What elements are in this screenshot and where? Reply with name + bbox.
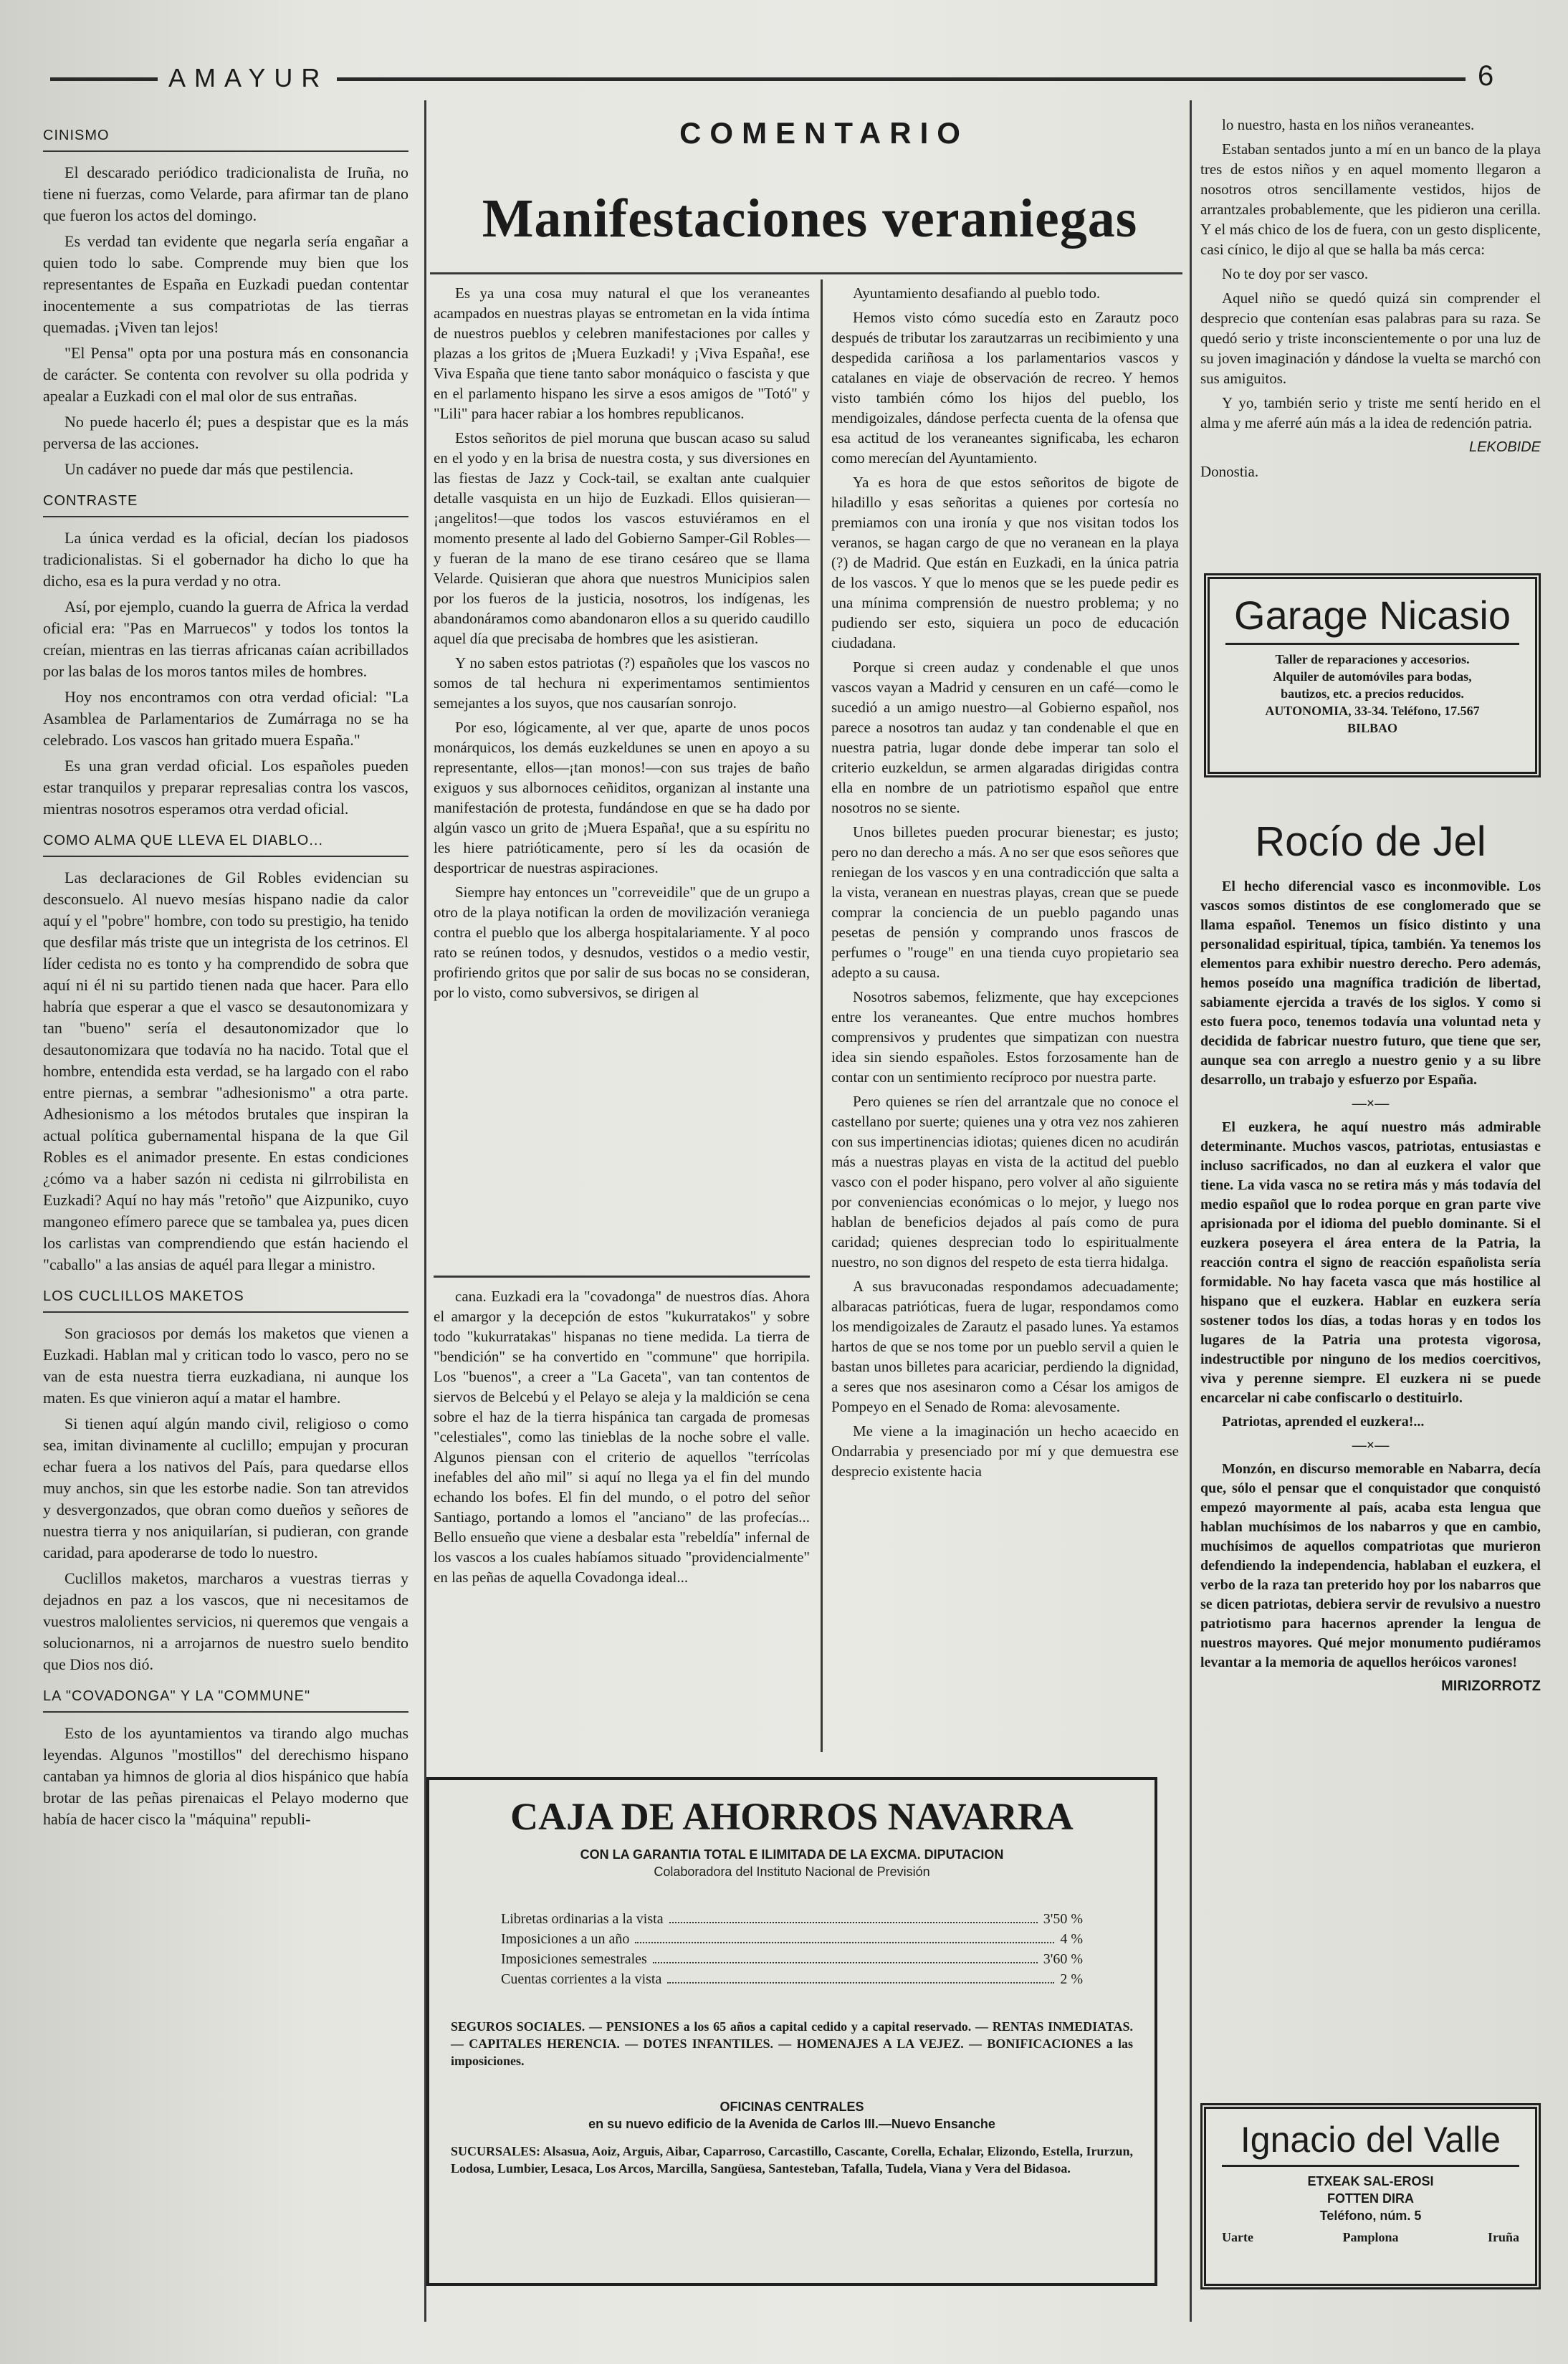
rate-value: 2 % [1060, 1971, 1083, 1987]
bank-advertisement [426, 1777, 1157, 2286]
rate-row [501, 1969, 1083, 1989]
paragraph: Y no saben estos patriotas (?) españoles que los vascos no somos de tal hechura ni experimentamos sentimientos semejantes a los suyos, que nos causarían sonrojo. [434, 654, 810, 712]
rate-label: Imposiciones semestrales [501, 1951, 647, 1967]
center-column-a-continued [434, 1286, 810, 1592]
rate-label: Libretas ordinarias a la vista [501, 1911, 664, 1927]
page-number: 6 [1478, 60, 1494, 92]
section-title: COMO ALMA QUE LLEVA EL DIABLO... [43, 830, 408, 857]
garage-line-2: Alquiler de automóviles para bodas, [1273, 669, 1472, 684]
valle-location-left: Uarte [1222, 2230, 1253, 2244]
dateline: Donostia. [1200, 463, 1259, 480]
garage-name: Garage Nicasio [1225, 592, 1519, 645]
paragraph: lo nuestro, hasta en los niños veraneantes. [1222, 116, 1475, 133]
headline-rule [430, 272, 1182, 274]
section-title: CINISMO [43, 125, 408, 152]
valle-advertisement [1200, 2103, 1541, 2289]
paragraph: Si tienen aquí algún mando civil, religioso o como sea, imitan divinamente al cuclillo; empujan y procuran echar fuera a los nativos del País, para quedarse ellos muy anchos, sin que les estorbe nadie. Son tan atrevidos y desvergonzados, que obran como dueños y señores de nuestra tierra y nos aniquilarían, si pudieran, con grande caridad, para apoderarse de todo lo nuestro. [43, 1415, 408, 1561]
rate-label: Imposiciones a un año [501, 1931, 630, 1947]
section-title: CONTRASTE [43, 490, 408, 517]
paragraph: Esto de los ayuntamientos va tirando algo muchas leyendas. Algunos "mostillos" del derechismo hispano cantaban ya himnos de gloria al dios hispánico que había brotar de las peñas pirenaicas el Pelayo moderno que había de hacer cisco la "máquina" republi- [43, 1724, 408, 1828]
paragraph: Monzón, en discurso memorable en Nabarra, decía que, sólo el pensar que el conquistador que conquistó empezó mayormente al país, acaba esta lengua que hablan muchísimos de los nabarros y que en cambio, muchísimos de aquellos compatriotas que murieron defendiendo la independencia, hablaban el euzkera, el verbo de la raza tan preterido hoy por los nabarros que se dicen patriotas, debiera servir de revulsivo a nuestro patriotismo para hacernos aprender la lengua de nuestros mayores. Qué mejor monumento pudiéramos levantar a la memoria de aquellos heróicos varones! [1200, 1461, 1541, 1670]
center-column-a [434, 283, 810, 1007]
paragraph: Es verdad tan evidente que negarla sería engañar a quien todo lo sabe. Comprende muy bien que los representantes de España en Euzkadi puedan contentar inocentemente a sus compatriotas de las tierras quemadas. ¡Viven tan lejos! [43, 232, 408, 336]
rate-value: 4 % [1060, 1931, 1083, 1947]
paper-name: AMAYUR [168, 63, 329, 92]
paragraph: "El Pensa" opta por una postura más en consonancia de carácter. Se contenta con revolver su olla podrida y apealar a Euzkadi con el mal olor de sus entrañas. [43, 344, 408, 405]
paragraph: Ayuntamiento desafiando al pueblo todo. [853, 284, 1101, 302]
bank-subtitle-2: Colaboradora del Instituto Nacional de Previsión [654, 1865, 930, 1879]
paragraph: El hecho diferencial vasco es inconmovible. Los vascos somos distintos de ese conglomerado que se llama español. Tenemos un físico distinto y una personalidad espiritual, típica, también. Ya tenemos los elementos para exhibir nuestro derecho. Pero además, hemos poseído una magnífica tradición de libertad, sabiamente ejercida a través de los siglos. Y como si esto fuera poco, tenemos todavía una voluntad neta y decidida de fabricar nuestro futuro, que tiene que ser, aunque sea con arreglo a nuestro genio y a su libre desarrollo, un trabajo y esfuerzo por España. [1200, 879, 1541, 1088]
paragraph: cana. Euzkadi era la "covadonga" de nuestros días. Ahora el amargor y la decepción de estos "kukurratakos" y sobre todo "kukurratakas" hispanas no tiene medida. La tierra de "bendición" se ha convertido en "commune" que horripila. Los "buenos", a creer a "La Gaceta", van tan contentos de siervos de Belcebú y el Pelayo se aleja y la maldición se cena sobre el haz de la tierra hispánica tan cargada de promesas "celestiales", como las tinieblas de la noche sobre el valle. Algunos piensan con el criterio de aquellos "terrícolas inefables del año mil" si aquí no llega ya el fin del mundo echando los bofes. El fin del mundo, o el potro del señor Santiago, portando a lomos el "anciano" de las profecías... Bello ensueño que viene a desbalar esta "rebeldía" infernal de los vascos a los cuales habíamos situado "providencialmente" en las peñas de aquella Covadonga ideal... [434, 1288, 810, 1586]
paragraph: Así, por ejemplo, cuando la guerra de Africa la verdad oficial era: "Pas en Marruecos" y todos los tontos la creían, mientras en las tierras africanas caían acribillados por las balas de los moros tantos miles de hombres. [43, 598, 408, 680]
valle-locations [1222, 2229, 1519, 2246]
right-column-story [1200, 115, 1541, 486]
paragraph: Aquel niño se quedó quizá sin comprender el desprecio que contenían esas palabras para su raza. Se quedó serio y triste inconscientemente o por una luz de su joven imaginación y dándose la vuelta se marchó con sus amiguitos. [1200, 289, 1541, 387]
paragraph: Y yo, también serio y triste me sentí herido en el alma y me aferré aún más a la idea de redención patria. [1200, 394, 1541, 431]
separator: —×— [1352, 1096, 1390, 1111]
column-divider-3 [1190, 100, 1192, 2322]
paragraph: Porque si creen audaz y condenable el que unos vascos vayan a Madrid y censuren en un café—como le sucedió a un amigo nuestro—al Gobierno español, nos parece a nosotros tan audaz y tan condenable el que en nuestra patria, lugar donde debe imperar tan solo el criterio euzkeldun, se armen algaradas dirigidas contra ella en nombre de un patriotismo español que entre nosotros no se siente. [831, 659, 1179, 816]
paragraph: Hoy nos encontramos con otra verdad oficial: "La Asamblea de Parlamentarios de Zumárraga no se ha celebrado. Los vascos han gritado muera España." [43, 688, 408, 749]
valle-line-1: ETXEAK SAL-EROSI [1307, 2174, 1434, 2188]
valle-line-2: FOTTEN DIRA [1327, 2191, 1414, 2206]
center-column-b [831, 283, 1179, 1485]
section-kicker: COMENTARIO [679, 116, 969, 150]
paragraph: Un cadáver no puede dar más que pestilencia. [64, 460, 354, 478]
bank-services: SEGUROS SOCIALES. — PENSIONES a los 65 años a capital cedido y a capital reservado. — RENTAS INMEDIATAS. — CAPITALES HERENCIA. — DOTES INFANTILES. — HOMENAJES A LA VEJEZ. — BONIFICACIONES a las imposiciones. [451, 2019, 1133, 2068]
paragraph: Son graciosos por demás los maketos que vienen a Euzkadi. Hablan mal y critican todo lo vasco, pero no se van de esta nuestra tierra euzkadiana, ni aunque los maten. Es que vinieron aquí a matar el hambre. [43, 1324, 408, 1407]
valle-location-right: Iruña [1487, 2230, 1519, 2244]
paragraph: Siempre hay entonces un "correveidile" que de un grupo a otro de la playa notifican la orden de movilización veraniega contra el pueblo que los alberga hospitalariamente. Y al poco rato se reúnen todos, y desnudos, vestidos o a medio vestir, profiriendo gritos que por salir de sus bocas no se consideran, por lo visto, como subversivos, se dirigen al [434, 884, 810, 1001]
paragraph: Es ya una cosa muy natural el que los veraneantes acampados en nuestras playas se entrometan en la vida íntima de nuestros pueblos y celebren manifestaciones por calles y plazas a los gritos de ¡Muera Euzkadi! y ¡Viva España!, ese Viva España que tiene tanto sabor monáquico o fascista y que en el parlamento hispano les sirve a esos amigos de "Totó" y "Lili" para hacer rabiar a los hombres republicanos. [434, 284, 810, 422]
column-divider-2 [821, 279, 823, 1752]
paragraph: Por eso, lógicamente, al ver que, aparte de unos pocos monárquicos, los demás euzkeldunes se unen en apoyo a su representante, ellos—¡tan monos!—con sus trajes de baño exiguos y sus albornoces ceñiditos, organizan al instante una manifestación de protesta, fundándose en que se ha dado por algún vasco un grito de ¡Muera España!, que a su espíritu no les hiere patrióticamente, pero sí les da ocasión de desportricar de nuestras aspiraciones. [434, 719, 810, 876]
paragraph: Cuclillos maketos, marcharos a vuestras tierras y dejadnos en paz a los vascos, que ni necesitamos de vuestros malolientes servicios, ni queremos que vengais a solucionarnos, ni a arrojarnos de nuestro suelo bendito que Dios nos dió. [43, 1569, 408, 1673]
paragraph: Pero quienes se ríen del arrantzale que no conoce el castellano por suerte; quienes una y otra vez nos zahieren con sus impertinencias idiotas; quienes dicen no acudirán más a nuestras playas en vista de la actitud del pueblo vasco con el poder hispano, pero volver al año siguiente por conveniencias económicas o lo mejor, y luego nos hablan de beneficios dejados al país como de pura caridad; quienes desprecian todo lo espiritualmente nuestro, no son dignos del respeto de esta tierra hidalga. [831, 1093, 1179, 1270]
paragraph: Estaban sentados junto a mí en un banco de la playa tres de estos niños y en aquel momento llegaron a nosotros otros sencillamente vestidos, hijos de arrantzales probablemente, que les pidieron una cerilla. Y el más chico de los de fuera, con un gesto displicente, casi cínico, le dijo al que se halla ba más cerca: [1200, 140, 1541, 258]
separator: —×— [1352, 1437, 1390, 1453]
rate-leader [669, 1909, 1038, 1923]
rate-value: 3'60 % [1043, 1951, 1083, 1967]
rate-leader [667, 1969, 1054, 1983]
column-break-rule [434, 1276, 810, 1278]
garage-line-3: bautizos, etc. a precios reducidos. [1281, 686, 1464, 701]
rocio-de-jel-section [1200, 817, 1541, 1700]
header-rule-right [337, 77, 1466, 81]
section-title: LA "COVADONGA" Y LA "COMMUNE" [43, 1685, 408, 1713]
rate-row [501, 1949, 1083, 1969]
paragraph: Me viene a la imaginación un hecho acaecido en Ondarrabia y presenciado por mí y que demuestra ese desprecio existente hacia [831, 1422, 1179, 1480]
paragraph: Hemos visto cómo sucedía esto en Zarautz poco después de tributar los zarautzarras un recibimiento y una despedida cariñosa a los parlamentarios vascos y catalanes en viaje de observación de recreo. Y hemos visto también cómo los hijos del pueblo, los mendigoizales, dándose perfecta cuenta de la ofensa que esa actitud de los veraneantes significaba, les echaron como merecían del Ayuntamiento. [831, 309, 1179, 466]
garage-address: AUTONOMIA, 33-34. Teléfono, 17.567 [1265, 704, 1480, 718]
article-headline: Manifestaciones veraniegas [482, 188, 1138, 249]
bank-branches: SUCURSALES: Alsasua, Aoiz, Arguis, Aibar, Caparroso, Carcastillo, Cascante, Corella, Echalar, Elizondo, Estella, Irurzun, Lodosa, Lumbier, Lesaca, Los Arcos, Marcilla, Sangüesa, Santesteban, Tafalla, Tudela, Viana y Vera del Bidasoa. [451, 2144, 1133, 2176]
paragraph: Es una gran verdad oficial. Los españoles pueden estar tranquilos y preparar represalias contra los vascos, mientras nosotros esperamos otra verdad oficial. [43, 757, 408, 818]
garage-advertisement [1204, 573, 1541, 777]
garage-line-1: Taller de reparaciones y accesorios. [1275, 652, 1470, 666]
paragraph: La única verdad es la oficial, decían los piadosos tradicionalistas. Si el gobernador ha dicho lo que ha dicho, esa es la pura verdad y no otra. [43, 529, 408, 590]
paragraph: El descarado periódico tradicionalista de Iruña, no tiene ni fuerzas, como Velarde, para afirmar tan de plano que fueron los actos del domingo. [43, 163, 408, 224]
paragraph: No te doy por ser vasco. [1222, 265, 1369, 282]
valle-line-3: Teléfono, núm. 5 [1319, 2209, 1422, 2223]
header-rule-left [50, 77, 158, 81]
paragraph: No puede hacerlo él; pues a despistar que es la más perversa de las acciones. [43, 413, 408, 452]
left-column [43, 115, 408, 1834]
valle-name: Ignacio del Valle [1222, 2119, 1519, 2167]
bank-offices-text: en su nuevo edificio de la Avenida de Carlos III.—Nuevo Ensanche [588, 2117, 995, 2131]
paragraph: Ya es hora de que estos señoritos de bigote de hiladillo y esas señoritas a quienes por cortesía no premiamos con una ironía y que nos visitan todos los veranos, se hagan cargo de que no veranean en la playa (?) de Madrid. Que están en Euzkadi, en la única patria de los vascos. Y que lo menos que se les puede pedir es una mínima comprensión de nuestro problema; y no pudiendo ser esto, siquiera un poco de educación ciudadana. [831, 474, 1179, 651]
paragraph: Patriotas, aprended el euzkera!... [1222, 1414, 1425, 1430]
paragraph: El euzkera, he aquí nuestro más admirable determinante. Muchos vascos, patriotas, entusiastas e incluso sacrificados, no dan al euzkera el valor que tiene. La vida vasca no se retira más y más todavía del medio español que lo rodea porque en gran parte vive aprisionada por el idioma del pueblo dominante. Si el euzkera poseyera el área entera de la Patria, la reacción contra el signo de reacción españolista sería formidable. No hay faceta vasca que más hostilice al hispano que el euzkera. Hablar en euzkera sería sostener todos los días, a todas horas y en todos los lugares de la Patria una protesta vigorosa, indestructible por ninguno de los medios coercitivos, viva y perenne siempre. El euzkera ni se puede encarcelar ni cabe confiscarlo o destituirlo. [1200, 1119, 1541, 1406]
rate-row [501, 1929, 1083, 1949]
rocio-title: Rocío de Jel [1255, 818, 1486, 865]
rate-row [501, 1909, 1083, 1929]
paragraph: Nosotros sabemos, felizmente, que hay excepciones entre los veraneantes. Que entre muchos hombres comprensivos y prudentes que simpatizan con nuestra idea sin siendo españoles. Estos forzosamente han de contar con un sentimiento recíproco por nuestra parte. [831, 988, 1179, 1086]
rate-value: 3'50 % [1043, 1911, 1083, 1927]
signature: MIRIZORROTZ [1441, 1678, 1541, 1694]
bank-title: CAJA DE AHORROS NAVARRA [510, 1795, 1074, 1838]
paragraph: Las declaraciones de Gil Robles evidencian su desconsuelo. Al nuevo mesías hispano nadie da calor aquí y el "pobre" hombre, con todo su prestigio, ha tenido que desfilar más triste que un integrista de los cetrinos. El líder cedista no es tonto y ha comprendido de sobra que aquí ni él ni su partido tienen nada que hacer. Para ello habría que esperar a que el vasco se desautonomizara y tan "bueno" sería el desautonomizador que lo desautonomizara que todavía no ha nacido. Total que el hombre, entendida esta verdad, se ha largado con el rabo entre piernas, a sembrar "adhesionismo" a otra parte. Adhesionismo a los métodos brutales que inspiran la actual política gubernamental hispana de la que Gil Robles es el animador presente. En estas condiciones ¿cómo va a haber sazón ni cedista ni gilrrobilista en Euzkadi? Aquí no hay más "retoño" que Aizpuniko, cuyo mangoneo efímero parece que se tambalea ya, pues dicen los carlistas van comprendiendo que están haciendo el "caballo" a las ansias de aquél para llegar a ministro. [43, 868, 408, 1273]
rate-leader [635, 1929, 1054, 1943]
signature: LEKOBIDE [1468, 439, 1541, 455]
rate-leader [653, 1949, 1038, 1963]
paragraph: Estos señoritos de piel moruna que buscan acaso su salud en el yodo y en la brisa de nuestra costa, y sus diversiones en las fiestas de Jazz y Cock-tail, se exaltan ante cualquier detalle vasquista en un hijo de Euzkadi. Ellos quisieran—¡angelitos!—que todos los vascos estuviéramos en el momento presente al lado del Gobierno Samper-Gil Robles—y fueran de la mano de ese tirano cesáreo que se llama Velarde. Quisieran que ahora que nuestros Municipios salen por los fueros de la justicia, nosotros, los indígenas, les abandonáramos como abandonaron ellos a su querido caudillo aquel día que precisaba de hombres que les asistieran. [434, 429, 810, 647]
paragraph: Unos billetes pueden procurar bienestar; es justo; pero no dan derecho a más. A no ser que esos señores que reniegan de los vascos y en una contradicción que salta a la vista, veranean en nuestras playas, crean que se puede comprar la conciencia de un pueblo pagando unas pesetas de pensión y comprando unos frascos de perfumes o "rouge" en una tienda cuyo propietario sea adepto a su causa. [831, 823, 1179, 981]
paragraph: A sus bravuconadas respondamos adecuadamente; albaracas patrióticas, fuera de lugar, respondamos como los mendigoizales de Zarautz el pasado lunes. Ya estamos hartos de que se nos tome por un pueblo servil a quien le bastan unos billetes para acariciar, perdiendo la dignidad, a seres que nos asesinaron como a César los amigos de Pompeyo en el Senado de Roma: alevosamente. [831, 1278, 1179, 1415]
valle-location-center: Pamplona [1342, 2230, 1399, 2244]
section-title: LOS CUCLILLOS MAKETOS [43, 1286, 408, 1313]
garage-city: BILBAO [1347, 721, 1398, 735]
bank-offices-title: OFICINAS CENTRALES [720, 2100, 864, 2114]
rate-label: Cuentas corrientes a la vista [501, 1971, 662, 1987]
bank-subtitle: CON LA GARANTIA TOTAL E ILIMITADA DE LA EXCMA. DIPUTACION [580, 1847, 1004, 1862]
rates-list [501, 1909, 1083, 1989]
